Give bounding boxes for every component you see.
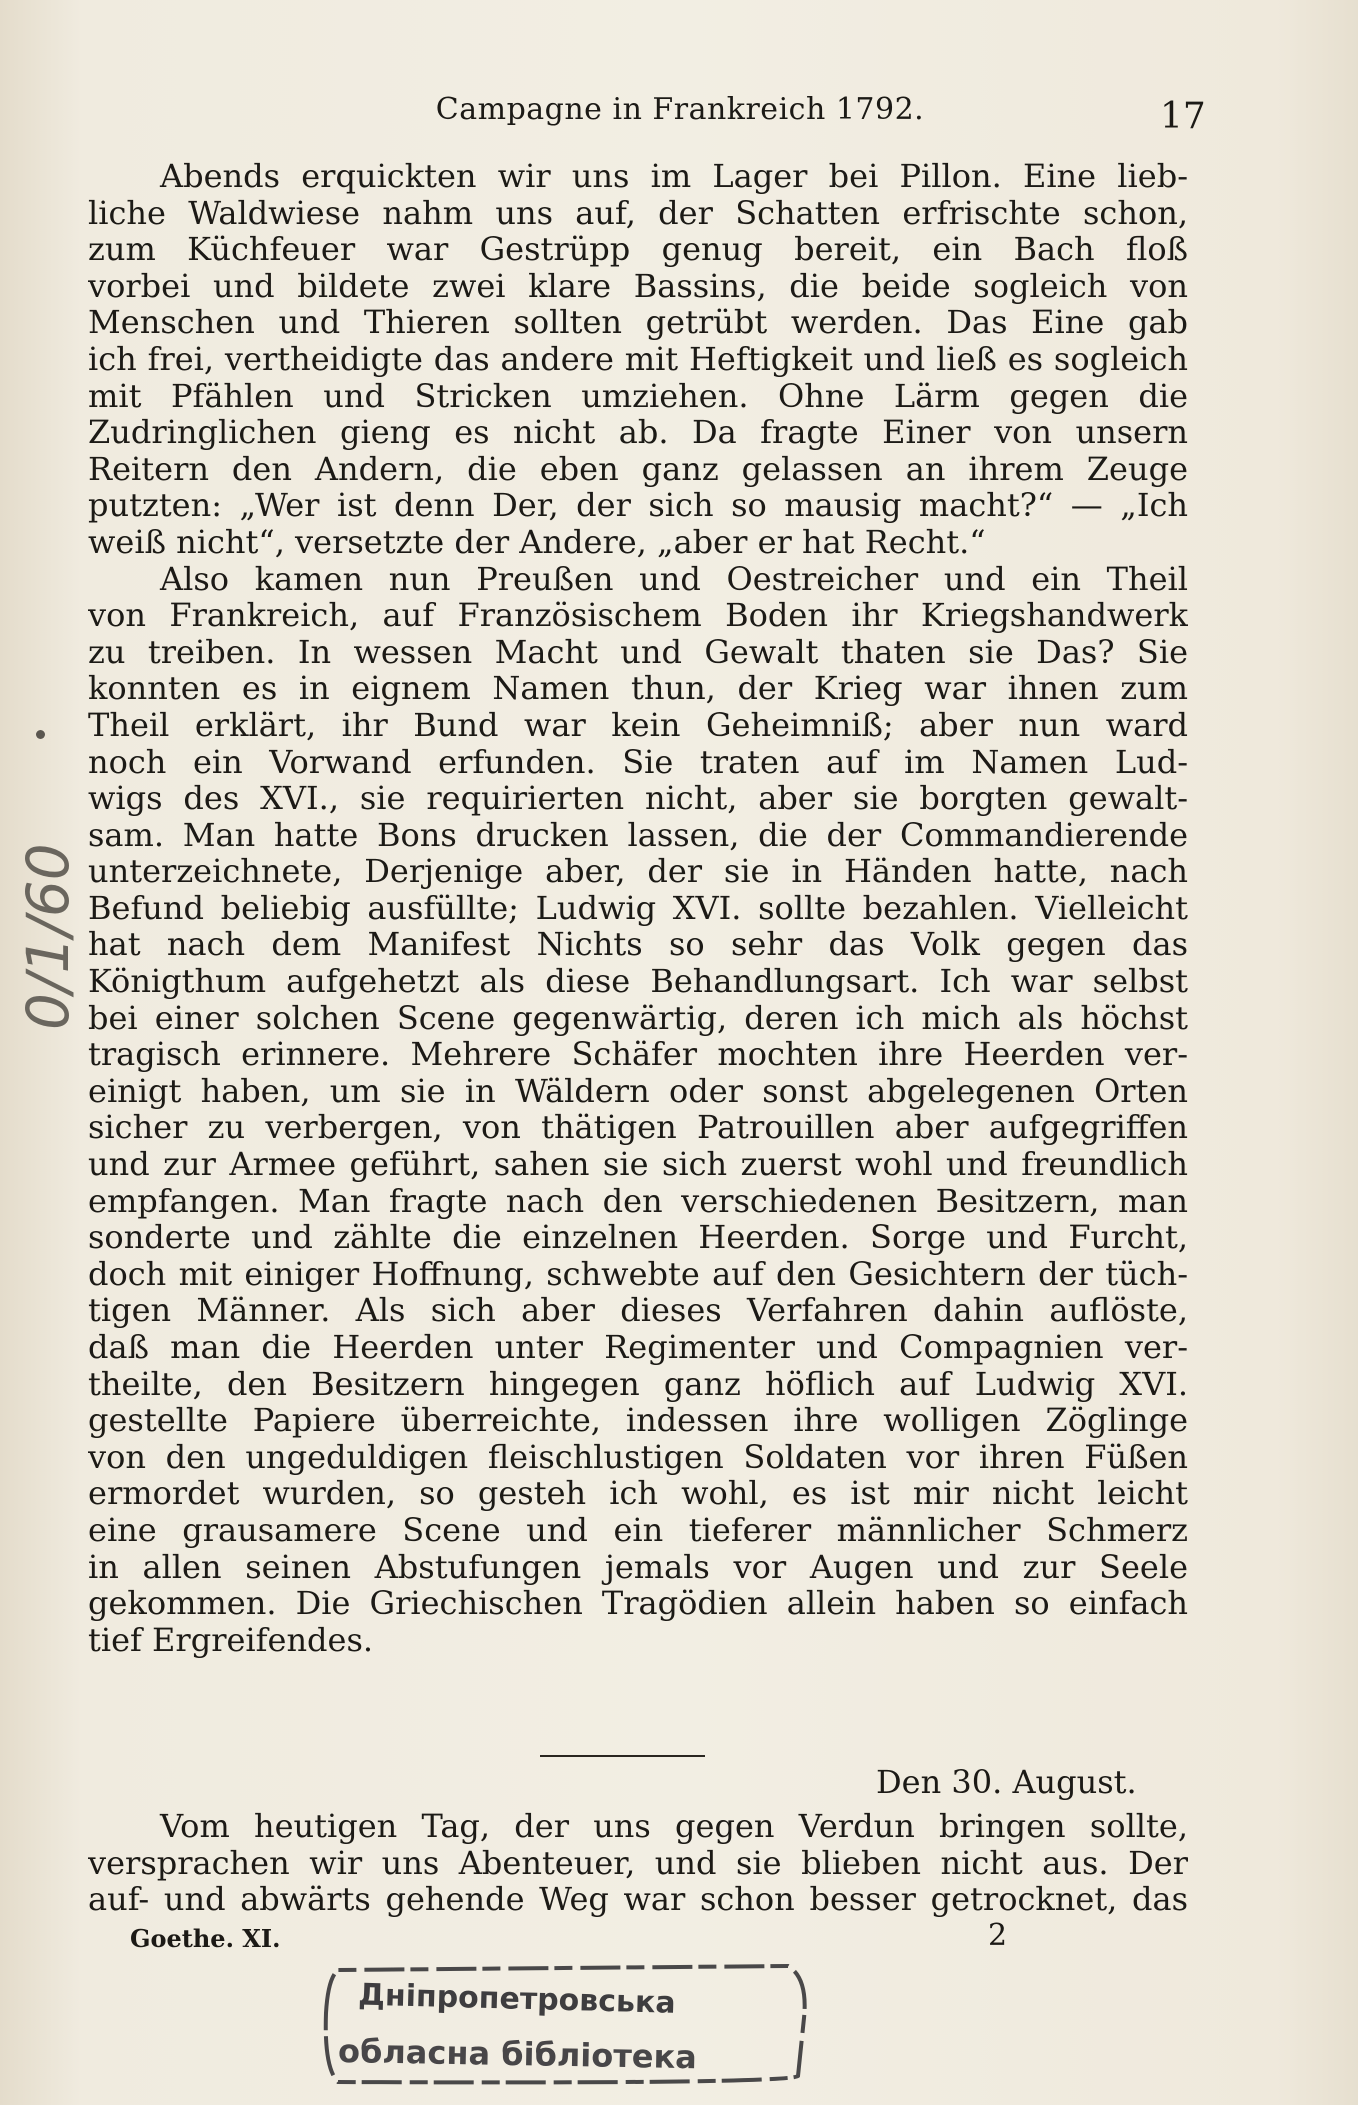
- page-number: 17: [1160, 96, 1206, 137]
- pencil-annotation-text: 0/1/60: [14, 843, 82, 1030]
- text-line: Abends erquickten wir uns im Lager bei Pillon. Eine lieb-: [160, 158, 1188, 195]
- text-line: unterzeichnete, Derjenige aber, der sie in Händen hatte, nach: [88, 853, 1188, 890]
- text-line: mit Pfählen und Stricken umziehen. Ohne Lärm gegen die: [88, 377, 1188, 415]
- stamp-line-2: обласна бібліотека: [337, 2031, 698, 2077]
- text-line: bei einer solchen Scene gegenwärtig, deren ich mich als höchst: [88, 999, 1188, 1037]
- text-line: weiß nicht“, versetzte der Andere, „aber er hat Recht.“: [88, 523, 986, 561]
- text-line: Königthum aufgehetzt als diese Behandlungsart. Ich war selbst: [88, 963, 1188, 1000]
- section-divider: [540, 1755, 705, 1757]
- text-line: einigt haben, um sie in Wäldern oder sonst abgelegenen Orten: [88, 1072, 1188, 1110]
- text-line: gestellte Papiere überreichte, indessen ihre wolligen Zöglinge: [88, 1402, 1188, 1439]
- text-line: vorbei und bildete zwei klare Bassins, die beide sogleich von: [88, 267, 1188, 305]
- text-line: sonderte und zählte die einzelnen Heerden. Sorge und Furcht,: [88, 1219, 1188, 1256]
- text-line: hat nach dem Manifest Nichts so sehr das Volk gegen das: [88, 926, 1188, 964]
- text-line: und zur Armee geführt, sahen sie sich zuerst wohl und freundlich: [88, 1146, 1188, 1183]
- text-line: gekommen. Die Griechischen Tragödien allein haben so einfach: [88, 1585, 1188, 1622]
- text-line: liche Waldwiese nahm uns auf, der Schatten erfrischte schon,: [88, 194, 1188, 232]
- text-line: putzten: „Wer ist denn Der, der sich so mausig macht?“ — „Ich: [88, 487, 1188, 524]
- dateline: Den 30. August.: [876, 1763, 1137, 1801]
- text-line: wigs des XVI., sie requirierten nicht, aber sie borgten gewalt-: [88, 780, 1188, 817]
- text-line: Reitern den Andern, die eben ganz gelassen an ihrem Zeuge: [88, 450, 1188, 488]
- text-line: ermordet wurden, so gesteh ich wohl, es ist mir nicht leicht: [88, 1475, 1188, 1512]
- text-line: sicher zu verbergen, von thätigen Patrouillen aber aufgegriffen: [88, 1109, 1188, 1147]
- text-line: auf- und abwärts gehende Weg war schon besser getrocknet, das: [88, 1881, 1188, 1918]
- main-text: [88, 158, 1188, 1658]
- section-text: [88, 1808, 1188, 1918]
- text-line: von Frankreich, auf Französischem Boden ihr Kriegshandwerk: [88, 597, 1188, 634]
- text-line: eine grausamere Scene und ein tieferer männlicher Schmerz: [88, 1511, 1188, 1549]
- text-line: in allen seinen Abstufungen jemals vor Augen und zur Seele: [88, 1548, 1188, 1586]
- text-line: noch ein Vorwand erfunden. Sie traten auf im Namen Lud-: [88, 743, 1188, 781]
- sheet-number: 2: [988, 1918, 1008, 1953]
- text-line: von den ungeduldigen fleischlustigen Soldaten vor ihren Füßen: [88, 1438, 1188, 1476]
- text-line: ich frei, vertheidigte das andere mit Heftigkeit und ließ es sogleich: [88, 340, 1188, 378]
- text-line: Zudringlichen gieng es nicht ab. Da fragte Einer von unsern: [88, 414, 1188, 451]
- text-line: Menschen und Thieren sollten getrübt werden. Das Eine gab: [88, 304, 1188, 341]
- text-line: daß man die Heerden unter Regimenter und Compagnien ver-: [88, 1329, 1188, 1366]
- text-line: Vom heutigen Tag, der uns gegen Verdun bringen sollte,: [160, 1808, 1188, 1845]
- text-line: versprachen wir uns Abenteuer, und sie blieben nicht aus. Der: [88, 1844, 1188, 1882]
- text-line: doch mit einiger Hoffnung, schwebte auf den Gesichtern der tüch-: [88, 1255, 1188, 1293]
- text-line: sam. Man hatte Bons drucken lassen, die der Commandierende: [88, 816, 1188, 854]
- text-line: konnten es in eignem Namen thun, der Krieg war ihnen zum: [88, 670, 1188, 707]
- library-stamp: [318, 1958, 818, 2088]
- text-line: Also kamen nun Preußen und Oestreicher und ein Theil: [160, 560, 1188, 598]
- text-line: zum Küchfeuer war Gestrüpp genug bereit, ein Bach floß: [88, 231, 1188, 268]
- stamp-line-1: Дніпропетровська: [357, 1977, 677, 2021]
- pencil-dot: [36, 730, 45, 739]
- running-title: Campagne in Frankreich 1792.: [435, 92, 925, 127]
- text-line: Befund beliebig ausfüllte; Ludwig XVI. sollte bezahlen. Vielleicht: [88, 889, 1188, 927]
- text-line: tief Ergreifendes.: [88, 1621, 374, 1659]
- text-line: empfangen. Man fragte nach den verschiedenen Besitzern, man: [88, 1182, 1188, 1220]
- text-line: tragisch erinnere. Mehrere Schäfer mochten ihre Heerden ver-: [88, 1036, 1188, 1073]
- signature-mark: Goethe. XI.: [130, 1924, 281, 1953]
- text-line: zu treiben. In wessen Macht und Gewalt thaten sie Das? Sie: [88, 633, 1188, 671]
- text-line: tigen Männer. Als sich aber dieses Verfahren dahin auflöste,: [88, 1292, 1188, 1329]
- text-line: Theil erklärt, ihr Bund war kein Geheimniß; aber nun ward: [88, 706, 1188, 744]
- pencil-annotation: [10, 700, 90, 1040]
- text-line: theilte, den Besitzern hingegen ganz höflich auf Ludwig XVI.: [88, 1365, 1188, 1403]
